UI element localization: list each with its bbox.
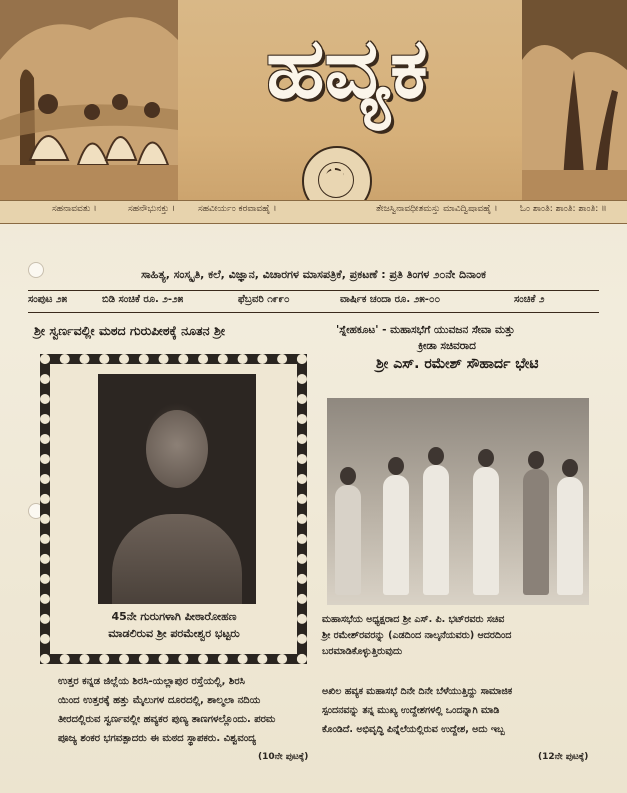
issue-number: ಸಂಚಿಕೆ ೨ (514, 294, 545, 305)
right-photo-caption: ಮಹಾಸಭೆಯ ಅಧ್ಯಕ್ಷರಾದ ಶ್ರೀ ಎಸ್. ಪಿ. ಭಟ್‌ರವರು ಸಚಿವ ಶ್ರೀ ರಮೇಶ್‌ರವರನ್ನು (ಎಡದಿಂದ ನಾಲ್ಕನೆಯವರು) ಆದರದಿಂದ ಬರಮಾಡಿಕೊಳ್ಳುತ್ತಿರುವುದು (322, 614, 512, 657)
divider (28, 290, 599, 291)
issue-info (28, 294, 599, 310)
motto: ಸಹನೌಭುನಕ್ತು । (128, 204, 176, 214)
left-body-text: ಉತ್ತರ ಕನ್ನಡ ಜಿಲ್ಲೆಯ ಶಿರಸಿ-ಯಲ್ಲಾಪುರ ರಸ್ತೆಯಲ್ಲಿ, ಶಿರಸಿ ಯಿಂದ ಉತ್ತರಕ್ಕೆ ಹತ್ತು ಮೈಲುಗಳ ದೂರದಲ್ಲಿ, ಶಾಲ್ಮಲಾ ನದಿಯ ತೀರದಲ್ಲಿರುವ ಸ್ವರ್ಣವಲ್ಲೀ ಹವ್ಯಕರ ಪುಣ್ಯ ತಾಣಗಳಲ್ಲೊಂದು. ಪರಮ ಪೂಜ್ಯ ಶಂಕರ ಭಗವತ್ಪಾದರು ಈ ಮಠದ ಸ್ಥಾಪಕರು. ವಿಶ್ವವಂದ್ಯ (58, 676, 276, 744)
left-photo-caption: 45ನೇ ಗುರುಗಳಾಗಿ ಪೀಠಾರೋಹಣ ಮಾಡಲಿರುವ ಶ್ರೀ ಪರಮೇಶ್ವರ ಭಟ್ಟರು (108, 610, 240, 640)
issue-date: ಫೆಬ್ರವರಿ ೧೯೯೦ (238, 294, 290, 305)
issue-subscription: ವಾರ್ಷಿಕ ಚಂದಾ ರೂ. ೨೫-೦೦ (340, 294, 441, 305)
portrait-photo (98, 374, 256, 604)
scholars-illustration (0, 0, 178, 200)
right-headline-line3: ಶ್ರೀ ಎಸ್. ರಮೇಶ್ ಸೌಹಾರ್ದ ಭೇಟಿ (376, 356, 539, 372)
issue-volume: ಸಂಪುಟ ೨೫ (28, 294, 68, 305)
group-photo (327, 398, 589, 605)
left-continued: (10ನೇ ಪುಟಕ್ಕೆ) (258, 752, 309, 762)
right-headline-line2: ಕ್ರೀಡಾ ಸಚಿವರಾದ (418, 340, 476, 352)
masthead-title: ಹವ್ಯಕ (266, 18, 428, 117)
issue-price: ಬಿಡಿ ಸಂಚಿಕೆ ರೂ. ೨-೨೫ (102, 294, 184, 305)
left-headline: ಶ್ರೀ ಸ್ವರ್ಣವಲ್ಲೀ ಮಠದ ಗುರುಪೀಠಕ್ಕೆ ನೂತನ ಶ್ರೀ (34, 323, 225, 338)
motto: ತೇಜಸ್ವಿನಾವಧೀತಮಸ್ತು ಮಾವಿದ್ವಿಷಾವಹೈ । (376, 204, 498, 214)
divider (28, 312, 599, 313)
motto: ಓಂ ಶಾಂತಿ: ಶಾಂತಿ: ಶಾಂತಿ: ॥ (520, 204, 607, 214)
tagline: ಸಾಹಿತ್ಯ, ಸಂಸ್ಕೃತಿ, ಕಲೆ, ವಿಜ್ಞಾನ, ವಿಚಾರಗಳ ಮಾಸಪತ್ರಿಕೆ, ಪ್ರಕಟಣೆ : ಪ್ರತಿ ತಿಂಗಳ ೨೦ನೇ ದಿನಾಂಕ (141, 268, 486, 281)
motto-strip (0, 200, 627, 224)
right-headline-line1: 'ಸ್ನೇಹಕೂಟ' - ಮಹಾಸಭೆಗೆ ಯುವಜನ ಸೇವಾ ಮತ್ತು (336, 324, 515, 336)
motto: ಸಹವೀರ್ಯಂ ಕರವಾವಹೈ । (198, 204, 277, 214)
tree-illustration (522, 0, 627, 200)
motto: ಸಹನಾವವತು । (52, 204, 97, 214)
right-body-text: ಅಖಿಲ ಹವ್ಯಕ ಮಹಾಸಭೆ ದಿನೇ ದಿನೇ ಬೆಳೆಯುತ್ತಿದ್ದು ಸಾಮಾಜಿಕ ಸ್ಪಂದನವನ್ನು ತನ್ನ ಮುಖ್ಯ ಉದ್ದೇಶಗಳಲ್ಲಿ ಒಂದನ್ನಾಗಿ ಮಾಡಿ ಕೊಂಡಿದೆ. ಅಭಿವೃದ್ಧಿ ಪಿನ್ನೆಲೆಯಲ್ಲಿರುವ ಉದ್ದೇಶ, ಅದು ಇಬ್ಬ (322, 686, 513, 735)
right-continued: (12ನೇ ಪುಟಕ್ಕೆ) (538, 752, 589, 762)
masthead (0, 0, 627, 222)
